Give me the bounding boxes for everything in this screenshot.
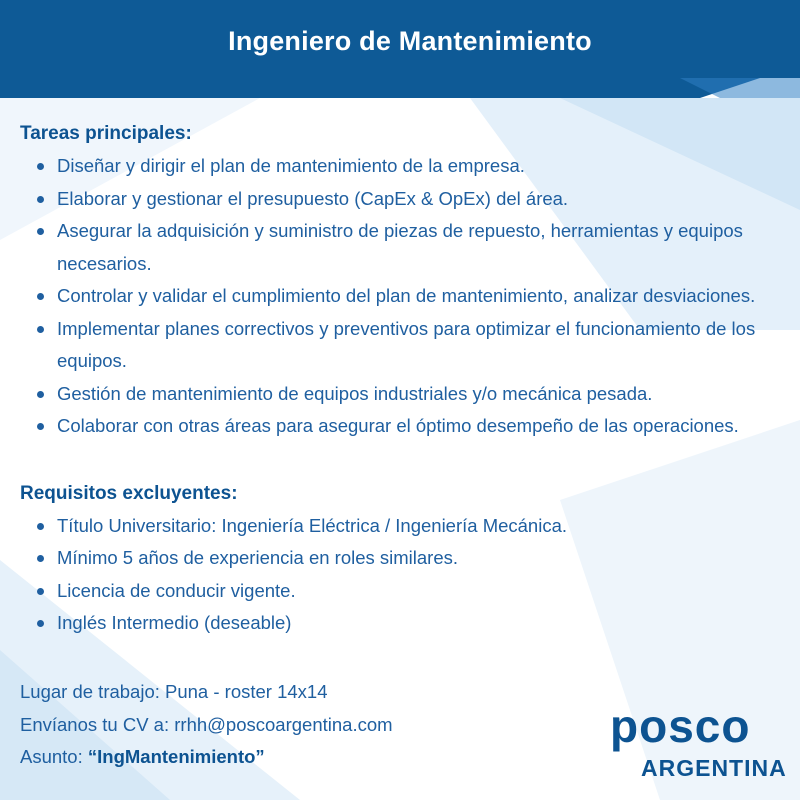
- bullet-icon: [37, 228, 44, 235]
- list-item: Diseñar y dirigir el plan de mantenimiento de la empresa.: [20, 150, 800, 183]
- bullet-icon: [37, 523, 44, 530]
- header-banner: [0, 0, 800, 98]
- work-location: Lugar de trabajo: Puna - roster 14x14: [20, 681, 328, 702]
- job-description: [20, 118, 800, 640]
- list-item: Asegurar la adquisición y suministro de piezas de repuesto, herramientas y equipos: [20, 215, 800, 248]
- bullet-icon: [37, 196, 44, 203]
- list-item: Licencia de conducir vigente.: [20, 575, 800, 608]
- subject-line: [20, 741, 393, 774]
- page-title: Ingeniero de Mantenimiento: [228, 26, 592, 56]
- requisitos-title: Requisitos excluyentes:: [20, 482, 238, 504]
- list-item: Inglés Intermedio (deseable): [20, 607, 800, 640]
- bullet-icon: [37, 555, 44, 562]
- bullet-icon: [37, 588, 44, 595]
- tareas-title: Tareas principales:: [20, 123, 192, 144]
- list-item: Implementar planes correctivos y preventivos para optimizar el funcionamiento de los: [20, 313, 800, 346]
- posco-logo: [610, 700, 790, 783]
- list-item: Controlar y validar el cumplimiento del plan de mantenimiento, analizar desviaciones.: [20, 280, 800, 313]
- logo-wordmark: posco: [610, 700, 751, 752]
- bullet-icon: [37, 163, 44, 170]
- list-item: Elaborar y gestionar el presupuesto (CapEx & OpEx) del área.: [20, 183, 800, 216]
- list-item: Título Universitario: Ingeniería Eléctrica / Ingeniería Mecánica.: [20, 510, 800, 543]
- bullet-icon: [37, 326, 44, 333]
- list-item: Colaborar con otras áreas para asegurar el óptimo desempeño de las operaciones.: [20, 410, 800, 443]
- contact-info: [20, 676, 393, 774]
- list-item: Gestión de mantenimiento de equipos industriales y/o mecánica pesada.: [20, 378, 800, 411]
- subject-value: “IngMantenimiento”: [87, 746, 265, 767]
- list-item-continuation: necesarios.: [57, 252, 152, 274]
- bullet-icon: [37, 620, 44, 627]
- logo-country: ARGENTINA: [641, 755, 787, 781]
- section-spacer: [20, 443, 800, 478]
- bullet-icon: [37, 391, 44, 398]
- tareas-list: [20, 150, 800, 443]
- list-item-continuation: equipos.: [57, 350, 127, 371]
- list-item: Mínimo 5 años de experiencia en roles similares.: [20, 542, 800, 575]
- subject-label: Asunto:: [20, 746, 88, 767]
- bullet-icon: [37, 423, 44, 430]
- bullet-icon: [37, 293, 44, 300]
- cv-email: Envíanos tu CV a: rrhh@poscoargentina.com: [20, 713, 393, 735]
- requisitos-list: [20, 510, 800, 640]
